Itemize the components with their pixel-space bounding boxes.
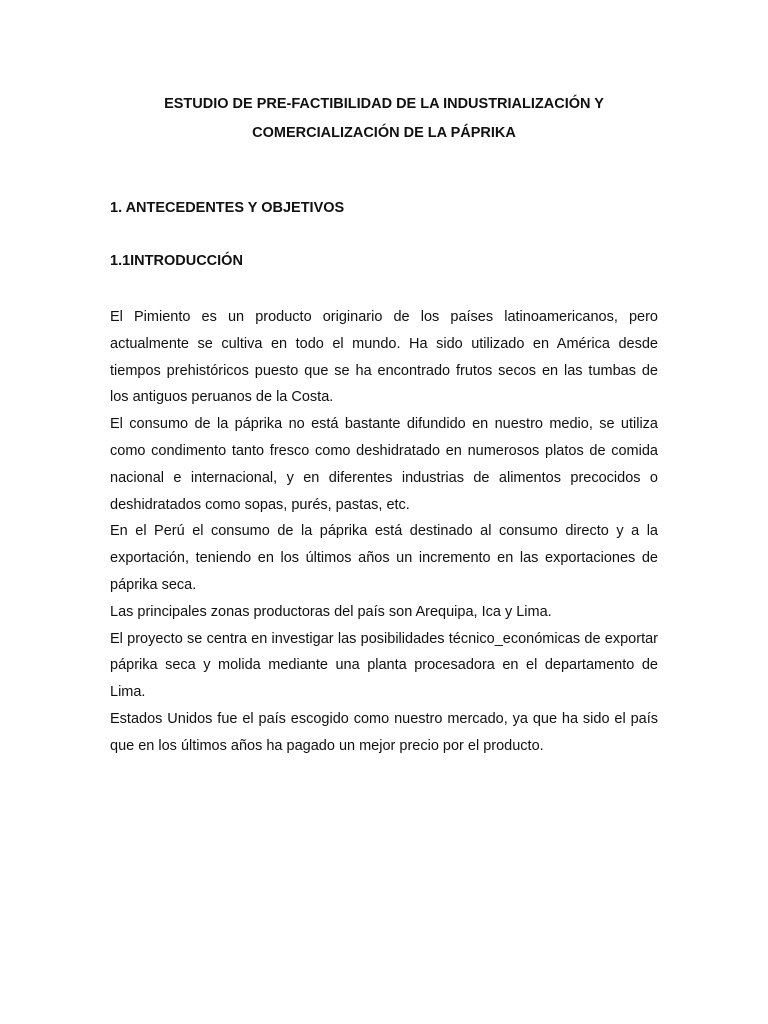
document-title-line-2: COMERCIALIZACIÓN DE LA PÁPRIKA bbox=[252, 125, 516, 141]
body-text bbox=[110, 304, 658, 760]
paragraph-4: Las principales zonas productoras del país son Arequipa, Ica y Lima. bbox=[110, 603, 552, 620]
document-title bbox=[110, 90, 658, 148]
subsection-heading: 1.1INTRODUCCIÓN bbox=[110, 253, 243, 269]
paragraph-3: En el Perú el consumo de la páprika está destinado al consumo directo y a la exportación, teniendo en los últimos años un incremento en las exportaciones de páprika seca. bbox=[110, 523, 658, 593]
section-heading: 1. ANTECEDENTES Y OBJETIVOS bbox=[110, 200, 345, 216]
paragraph-5: El proyecto se centra en investigar las posibilidades técnico_económicas de exportar páprika seca y molida mediante una planta procesadora en el departamento de Lima. bbox=[110, 630, 658, 701]
paragraph-1: El Pimiento es un producto originario de los países latinoamericanos, pero actualmente se cultiva en todo el mundo. Ha sido utilizado en América desde tiempos prehistóricos puesto que se ha encontrado frutos secos en las tumbas de los antiguos peruanos de la Costa. bbox=[110, 309, 658, 406]
document-title-line-1: ESTUDIO DE PRE-FACTIBILIDAD DE LA INDUSTRIALIZACIÓN Y bbox=[164, 96, 604, 112]
paragraph-6: Estados Unidos fue el país escogido como nuestro mercado, ya que ha sido el país que en los últimos años ha pagado un mejor precio por el producto. bbox=[110, 710, 658, 754]
paragraph-2: El consumo de la páprika no está bastante difundido en nuestro medio, se utiliza como condimento tanto fresco como deshidratado en numerosos platos de comida nacional e internacional, y en diferentes industrias de alimentos precocidos o deshidratados como sopas, purés, pastas, etc. bbox=[110, 416, 658, 513]
